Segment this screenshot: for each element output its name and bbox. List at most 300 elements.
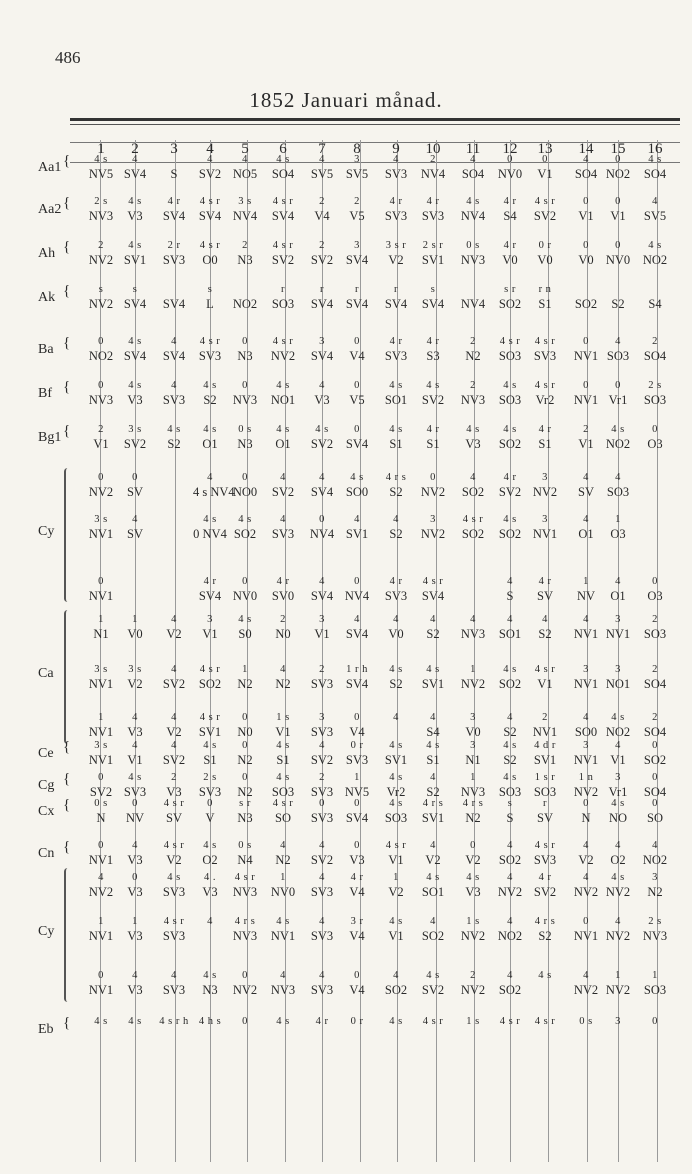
cell-state: 4 s	[648, 240, 662, 251]
cell-wind: SO2	[461, 527, 485, 541]
table-cell	[379, 870, 413, 900]
cell-state: 4 r	[426, 424, 440, 435]
cell-state: 2	[652, 712, 658, 723]
cell-wind: S4	[648, 297, 662, 311]
table-cell	[638, 1014, 672, 1044]
cell-wind: SV4	[123, 349, 147, 363]
column-header: 12	[502, 141, 518, 157]
cell-wind: SV4	[162, 349, 186, 363]
cell-state: 4 r s	[534, 916, 556, 927]
row-brace: {	[63, 1015, 71, 1031]
cell-wind: NO0	[232, 485, 258, 499]
cell-wind: SV1	[533, 753, 557, 767]
cell-state: 4	[507, 712, 513, 723]
cell-wind: S2	[426, 785, 440, 799]
table-cell	[456, 152, 490, 182]
cell-state: 4 r	[503, 472, 517, 483]
cell-state: 3	[319, 614, 325, 625]
cell-state: 4 .	[204, 872, 216, 883]
cell-wind: V1	[537, 677, 553, 691]
cell-state: 4 s r	[272, 240, 294, 251]
cell-state: 4	[430, 712, 436, 723]
column-header: 7	[318, 141, 326, 157]
cell-state: 4 s	[611, 872, 625, 883]
table-cell	[569, 574, 603, 604]
cell-state: 4 s	[426, 664, 440, 675]
cell-wind: SO2	[461, 485, 485, 499]
cell-wind: S4	[426, 725, 440, 739]
table-cell	[266, 710, 300, 740]
cell-state: 4	[171, 740, 177, 751]
cell-wind: SO2	[198, 677, 222, 691]
cell-state: 4	[615, 472, 621, 483]
cell-state: 4	[132, 514, 138, 525]
cell-state: 4 s	[276, 740, 290, 751]
table-cell	[118, 738, 152, 768]
cell-wind: N1	[93, 627, 109, 641]
table-cell	[456, 1014, 490, 1044]
cell-wind: V1	[578, 209, 594, 223]
cell-wind: NV1	[88, 589, 114, 603]
table-cell	[266, 512, 300, 542]
cell-wind: V4	[349, 349, 365, 363]
table-cell	[416, 1014, 450, 1044]
cell-wind: L	[206, 297, 214, 311]
cell-wind: NV1	[573, 753, 599, 767]
cell-wind: NV0	[605, 253, 631, 267]
table-cell	[493, 378, 527, 408]
cell-state: 4	[132, 840, 138, 851]
cell-wind: SO4	[461, 167, 485, 181]
cell-wind: SV2	[123, 437, 147, 451]
cell-state: r	[355, 284, 359, 295]
cell-state: 3	[542, 472, 548, 483]
cell-wind: SV1	[421, 677, 445, 691]
table-cell	[157, 194, 191, 224]
cell-state: 0	[207, 798, 213, 809]
cell-wind	[157, 527, 191, 542]
table-cell	[601, 152, 635, 182]
table-cell	[157, 968, 191, 998]
cell-wind: SV5	[310, 167, 334, 181]
cell-state: 4 s	[389, 772, 403, 783]
table-cell	[493, 282, 527, 312]
cell-state: 0	[542, 154, 548, 165]
table-cell	[379, 574, 413, 604]
table-cell	[193, 574, 227, 604]
cell-state: 4 r	[203, 576, 217, 587]
cell-wind: O2	[610, 853, 626, 867]
table-cell	[157, 662, 191, 692]
cell-wind: SV4	[198, 589, 222, 603]
cell-state: 4 s	[389, 1016, 403, 1027]
cell-wind: N2	[237, 753, 253, 767]
cell-state: 0	[242, 712, 248, 723]
cell-state: 4 s	[203, 840, 217, 851]
cell-wind: SV2	[421, 393, 445, 407]
cell-wind: SV4	[162, 297, 186, 311]
table-cell	[193, 914, 227, 944]
cell-wind: SV1	[345, 527, 369, 541]
column-header: 2	[131, 141, 139, 157]
cell-state: 4 s r	[422, 576, 444, 587]
table-cell	[416, 470, 450, 500]
cell-state: 0	[242, 970, 248, 981]
cell-state: 4 s	[276, 154, 290, 165]
cell-wind: S1	[426, 753, 440, 767]
cell-wind	[601, 1029, 635, 1044]
cell-wind: SO3	[533, 785, 557, 799]
cell-wind: SV3	[162, 253, 186, 267]
cell-wind: SO4	[643, 677, 667, 691]
table-cell	[456, 738, 490, 768]
table-cell	[456, 968, 490, 998]
cell-wind: SV2	[89, 785, 113, 799]
cell-state: 1	[98, 916, 104, 927]
cell-state: 4	[583, 872, 589, 883]
cell-state: 0	[652, 576, 658, 587]
cell-wind	[528, 1029, 562, 1044]
cell-wind	[493, 1029, 527, 1044]
table-cell	[305, 378, 339, 408]
table-cell	[493, 1014, 527, 1044]
cell-state: 1	[615, 970, 621, 981]
cell-wind: SV4	[345, 677, 369, 691]
cell-wind: NV3	[460, 393, 486, 407]
row-brace: {	[63, 423, 71, 439]
column-header: 16	[647, 141, 663, 157]
table-cell	[118, 282, 152, 312]
table-cell	[266, 334, 300, 364]
cell-wind: SV3	[421, 209, 445, 223]
cell-state: 4	[470, 154, 476, 165]
table-cell	[601, 612, 635, 642]
cell-state: 0	[132, 798, 138, 809]
table-cell	[416, 194, 450, 224]
cell-wind: NV2	[460, 983, 486, 997]
table-cell	[228, 282, 262, 312]
table-cell	[638, 282, 672, 312]
table-cell	[416, 662, 450, 692]
cell-wind: V3	[127, 983, 143, 997]
table-cell	[416, 334, 450, 364]
cell-wind: SV3	[162, 983, 186, 997]
table-cell	[528, 738, 562, 768]
table-cell	[266, 194, 300, 224]
cell-wind: SV2	[533, 885, 557, 899]
cell-state: 4 r	[426, 336, 440, 347]
table-cell	[416, 512, 450, 542]
cell-wind: S2	[611, 297, 625, 311]
table-cell	[228, 914, 262, 944]
table-cell	[416, 968, 450, 998]
cell-state: 4 s	[503, 664, 517, 675]
table-cell	[340, 238, 374, 268]
table-cell	[379, 238, 413, 268]
page-title: 1852 Januari månad.	[249, 88, 443, 112]
table-cell	[305, 470, 339, 500]
cell-state: 4	[319, 740, 325, 751]
cell-state: 4 s r	[499, 1016, 521, 1027]
table-cell	[493, 334, 527, 364]
table-cell	[157, 238, 191, 268]
cell-state: 4	[507, 916, 513, 927]
cell-wind: V2	[127, 677, 143, 691]
cell-state: 4	[583, 970, 589, 981]
cell-wind: SO3	[606, 485, 630, 499]
cell-state: 1	[470, 772, 476, 783]
cell-wind: NV4	[460, 297, 486, 311]
cell-state: 4 s	[350, 472, 364, 483]
cell-state: 4	[354, 514, 360, 525]
table-cell	[601, 574, 635, 604]
cell-wind: NO2	[232, 297, 258, 311]
cell-wind: V4	[314, 209, 330, 223]
table-cell	[266, 282, 300, 312]
table-cell	[340, 738, 374, 768]
cell-state: 1	[583, 576, 589, 587]
table-cell	[157, 422, 191, 452]
cell-state: 4 s r	[534, 840, 556, 851]
cell-state: 4 s	[611, 798, 625, 809]
cell-wind: O1	[275, 437, 291, 451]
cell-state: 3	[583, 664, 589, 675]
table-cell	[528, 796, 562, 826]
table-cell	[456, 612, 490, 642]
cell-wind: Vr1	[608, 393, 628, 407]
cell-state: 4	[319, 472, 325, 483]
table-cell	[266, 574, 300, 604]
table-cell	[493, 796, 527, 826]
cell-state: 3	[615, 1016, 621, 1027]
cell-wind: SV4	[345, 253, 369, 267]
observation-table	[38, 118, 680, 1168]
cell-state: 3 s	[128, 664, 142, 675]
table-cell	[569, 710, 603, 740]
cell-wind: SV2	[310, 437, 334, 451]
cell-state	[157, 282, 191, 297]
cell-state: 2 s	[648, 916, 662, 927]
cell-wind: V2	[388, 253, 404, 267]
cell-wind: SO2	[574, 297, 598, 311]
table-cell	[266, 914, 300, 944]
cell-wind: V3	[127, 853, 143, 867]
cell-state: 4 s	[503, 424, 517, 435]
cell-wind: 4 s NV4	[193, 485, 235, 499]
table-cell	[493, 838, 527, 868]
table-cell	[228, 838, 262, 868]
cell-wind: NV4	[460, 209, 486, 223]
cell-state: 4 r	[538, 576, 552, 587]
cell-wind: SO2	[498, 983, 522, 997]
cell-wind: NV4	[309, 527, 335, 541]
table-cell	[118, 612, 152, 642]
table-cell	[266, 422, 300, 452]
cell-state: 4 s	[389, 424, 403, 435]
table-cell	[416, 838, 450, 868]
cell-wind	[157, 1029, 191, 1044]
cell-state: 0 s	[238, 840, 252, 851]
cell-state: 4	[354, 614, 360, 625]
table-cell	[266, 796, 300, 826]
cell-state: 4 s	[611, 424, 625, 435]
table-cell	[266, 612, 300, 642]
cell-state: s	[207, 284, 213, 295]
table-cell	[84, 1014, 118, 1044]
table-cell	[305, 796, 339, 826]
cell-wind: SV	[578, 485, 594, 499]
cell-state: 0	[354, 424, 360, 435]
cell-state: 3	[615, 664, 621, 675]
table-cell	[638, 470, 672, 500]
cell-state: 0	[98, 472, 104, 483]
cell-state: 0	[98, 336, 104, 347]
cell-state: 4 r s	[385, 472, 407, 483]
table-cell	[340, 282, 374, 312]
cell-wind: SV5	[345, 167, 369, 181]
table-cell	[456, 470, 490, 500]
cell-wind: NV2	[605, 885, 631, 899]
table-cell	[193, 282, 227, 312]
cell-wind: N2	[275, 677, 291, 691]
table-cell	[228, 152, 262, 182]
row-label: Ah	[38, 246, 56, 261]
cell-wind: SV4	[123, 167, 147, 181]
cell-state: 0	[354, 336, 360, 347]
cell-state: 0	[583, 798, 589, 809]
table-cell	[528, 238, 562, 268]
cell-state: 3	[583, 740, 589, 751]
cell-wind: S2	[503, 725, 517, 739]
cell-state: 4 s	[203, 424, 217, 435]
cell-state: 1 s	[276, 712, 290, 723]
cell-wind: SV2	[271, 253, 295, 267]
cell-state: 0	[652, 1016, 658, 1027]
table-cell	[638, 194, 672, 224]
cell-state: 0 s	[238, 424, 252, 435]
cell-state: 3	[470, 740, 476, 751]
cell-wind: NV2	[532, 485, 558, 499]
cell-state: s r	[239, 798, 251, 809]
cell-state: 0	[583, 336, 589, 347]
table-cell	[456, 334, 490, 364]
cell-wind: SO1	[384, 393, 408, 407]
table-cell	[305, 422, 339, 452]
column-header: 3	[170, 141, 178, 157]
cell-state: 4 s r	[272, 798, 294, 809]
table-cell	[456, 422, 490, 452]
cell-wind	[157, 485, 191, 500]
cell-wind: NV5	[344, 785, 370, 799]
cell-wind: NV2	[270, 349, 296, 363]
cell-wind: NV1	[88, 929, 114, 943]
cell-state: 4	[652, 196, 658, 207]
table-cell	[84, 152, 118, 182]
cell-state: 4	[171, 970, 177, 981]
cell-wind	[528, 983, 562, 998]
cell-state: 4 r	[426, 196, 440, 207]
cell-wind: NV0	[497, 167, 523, 181]
cell-wind: V5	[349, 209, 365, 223]
cell-state: 4 s	[276, 772, 290, 783]
table-cell	[379, 378, 413, 408]
table-cell	[416, 422, 450, 452]
cell-state: 4	[207, 916, 213, 927]
cell-state: r n	[538, 284, 552, 295]
cell-state: 4	[280, 664, 286, 675]
cell-wind: NV2	[573, 785, 599, 799]
table-cell	[118, 378, 152, 408]
cell-wind: N2	[237, 677, 253, 691]
cell-state: 4 s	[538, 970, 552, 981]
cell-state: 3 s r	[385, 240, 407, 251]
cell-state: 4	[430, 916, 436, 927]
table-cell	[193, 796, 227, 826]
cell-wind: S2	[389, 677, 403, 691]
cell-state: 3	[207, 614, 213, 625]
cell-state: 4	[242, 154, 248, 165]
cell-state: 2	[470, 336, 476, 347]
table-cell	[493, 194, 527, 224]
cell-state: 4 r	[503, 196, 517, 207]
cell-state: 1 s	[466, 1016, 480, 1027]
cell-wind: NV3	[88, 393, 114, 407]
cell-state: 4 h s	[198, 1016, 222, 1027]
cell-wind: SV4	[162, 209, 186, 223]
table-cell	[569, 838, 603, 868]
table-cell	[638, 662, 672, 692]
table-cell	[379, 914, 413, 944]
cell-wind	[638, 527, 672, 542]
cell-wind: S2	[203, 393, 217, 407]
table-cell	[601, 238, 635, 268]
cell-wind: V1	[275, 725, 291, 739]
cell-wind: SV3	[271, 527, 295, 541]
cell-state: 4 s	[503, 514, 517, 525]
cell-wind: SO2	[498, 677, 522, 691]
cell-wind	[305, 1029, 339, 1044]
page-number: 486	[55, 48, 81, 67]
cell-state: 4	[583, 614, 589, 625]
table-cell	[569, 612, 603, 642]
table-cell	[340, 710, 374, 740]
table-cell	[118, 512, 152, 542]
table-cell	[305, 152, 339, 182]
cell-wind: V1	[388, 853, 404, 867]
cell-wind: SO4	[643, 349, 667, 363]
table-cell	[193, 334, 227, 364]
cell-state: 4 s	[128, 336, 142, 347]
table-cell	[569, 378, 603, 408]
table-cell	[569, 334, 603, 364]
cell-wind: O3	[647, 437, 663, 451]
cell-wind: SO3	[643, 983, 667, 997]
cell-wind: SV2	[310, 753, 334, 767]
cell-state: 2	[171, 772, 177, 783]
cell-wind: NV1	[88, 853, 114, 867]
table-cell	[416, 238, 450, 268]
table-cell	[84, 968, 118, 998]
table-cell	[305, 194, 339, 224]
table-cell	[638, 796, 672, 826]
cell-wind: SO3	[271, 785, 295, 799]
cell-state: 1 r h	[346, 664, 368, 675]
cell-state: 3	[319, 712, 325, 723]
cell-wind: SV3	[384, 209, 408, 223]
cell-wind: V3	[314, 393, 330, 407]
cell-wind: S1	[538, 297, 552, 311]
cell-wind: SV3	[310, 885, 334, 899]
